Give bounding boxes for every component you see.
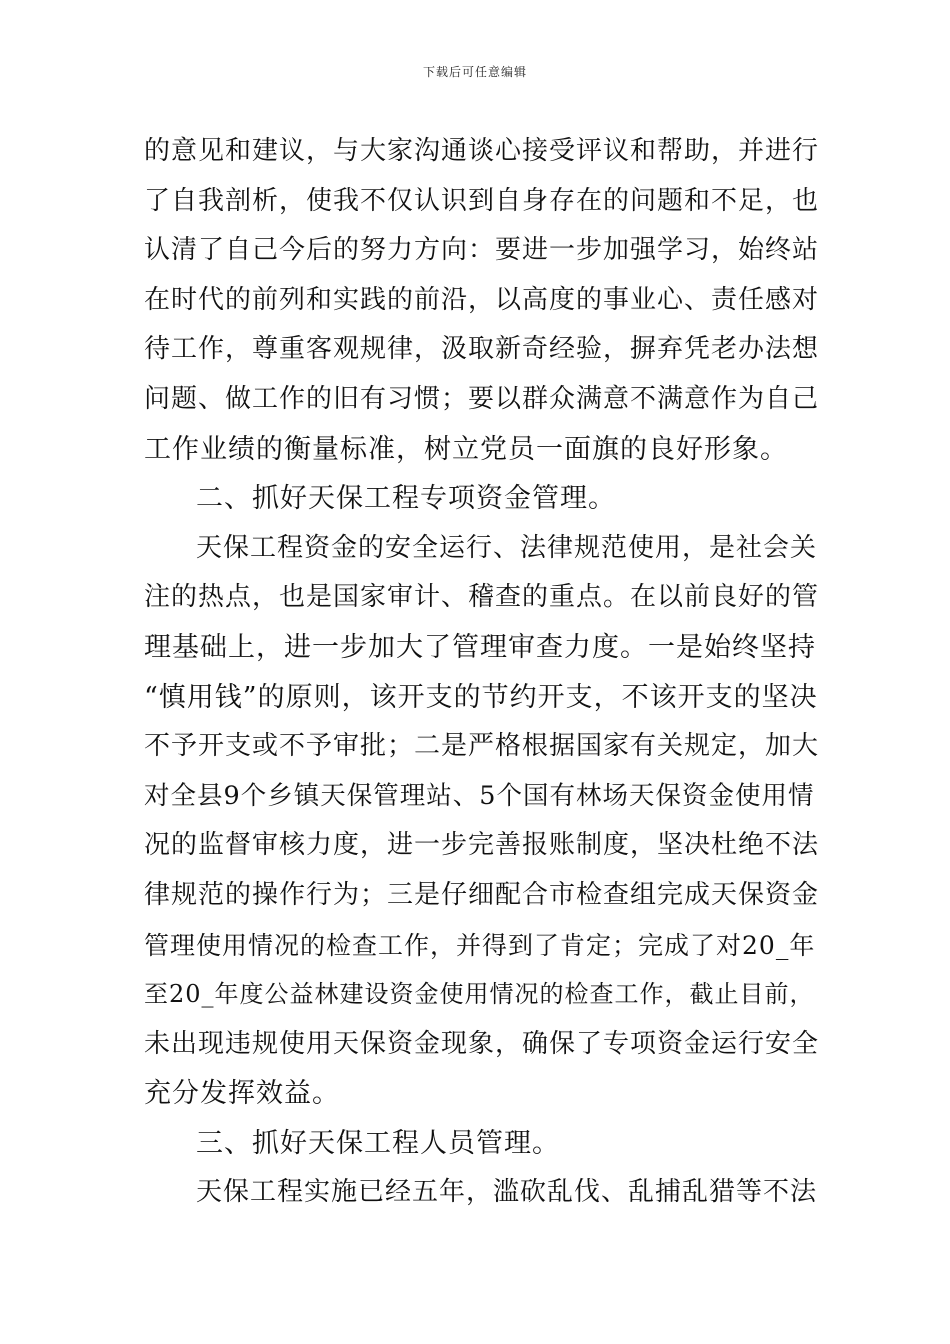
- page-header: 下载后可任意编辑: [422, 65, 527, 79]
- paragraph-start-line: 天保工程实施已经五年，滥砍乱伐、乱捕乱猎等不法: [196, 1177, 818, 1208]
- section-heading: 三、抓好天保工程人员管理。: [196, 1127, 560, 1159]
- body-line: 律规范的操作行为；三是仔细配合市检查组完成天保资金: [144, 879, 820, 910]
- body-line: 不予开支或不予审批；二是严格根据国家有关规定，加大: [144, 731, 820, 762]
- body-line: 管理使用情况的检查工作，并得到了肯定；完成了对20_年: [144, 930, 816, 960]
- paragraph-start-line: 天保工程资金的安全运行、法律规范使用，是社会关: [196, 532, 818, 563]
- body-line: 理基础上，进一步加大了管理审查力度。一是始终坚持: [144, 631, 816, 663]
- body-line: 了自我剖析，使我不仅认识到自身存在的问题和不足，也: [144, 185, 820, 216]
- body-line: 未出现违规使用天保资金现象，确保了专项资金运行安全: [144, 1028, 820, 1059]
- body-line: 充分发挥效益。: [144, 1078, 340, 1110]
- body-line: “慎用钱”的原则，该开支的节约开支，不该开支的坚决: [144, 681, 818, 713]
- body-line: 在时代的前列和实践的前沿，以高度的事业心、责任感对: [144, 284, 820, 315]
- body-line: 待工作，尊重客观规律，汲取新奇经验，摒弃凭老办法想: [144, 334, 820, 365]
- body-line: 问题、做工作的旧有习惯；要以群众满意不满意作为自己: [144, 383, 820, 414]
- body-line: 对全县9个乡镇天保管理站、5个国有林场天保资金使用情: [144, 780, 815, 811]
- body-line: 工作业绩的衡量标准，树立党员一面旗的良好形象。: [144, 433, 788, 465]
- section-heading: 二、抓好天保工程专项资金管理。: [196, 483, 616, 515]
- document-body: [144, 127, 824, 1218]
- body-line: 认清了自己今后的努力方向：要进一步加强学习，始终站: [144, 235, 820, 266]
- body-line: 况的监督审核力度，进一步完善报账制度，坚决杜绝不法: [144, 830, 820, 861]
- body-line: 至20_年度公益林建设资金使用情况的检查工作，截止目前，: [144, 980, 815, 1009]
- body-line: 注的热点，也是国家审计、稽查的重点。在以前良好的管: [144, 582, 820, 613]
- body-line: 的意见和建议，与大家沟通谈心接受评议和帮助，并进行: [144, 136, 820, 166]
